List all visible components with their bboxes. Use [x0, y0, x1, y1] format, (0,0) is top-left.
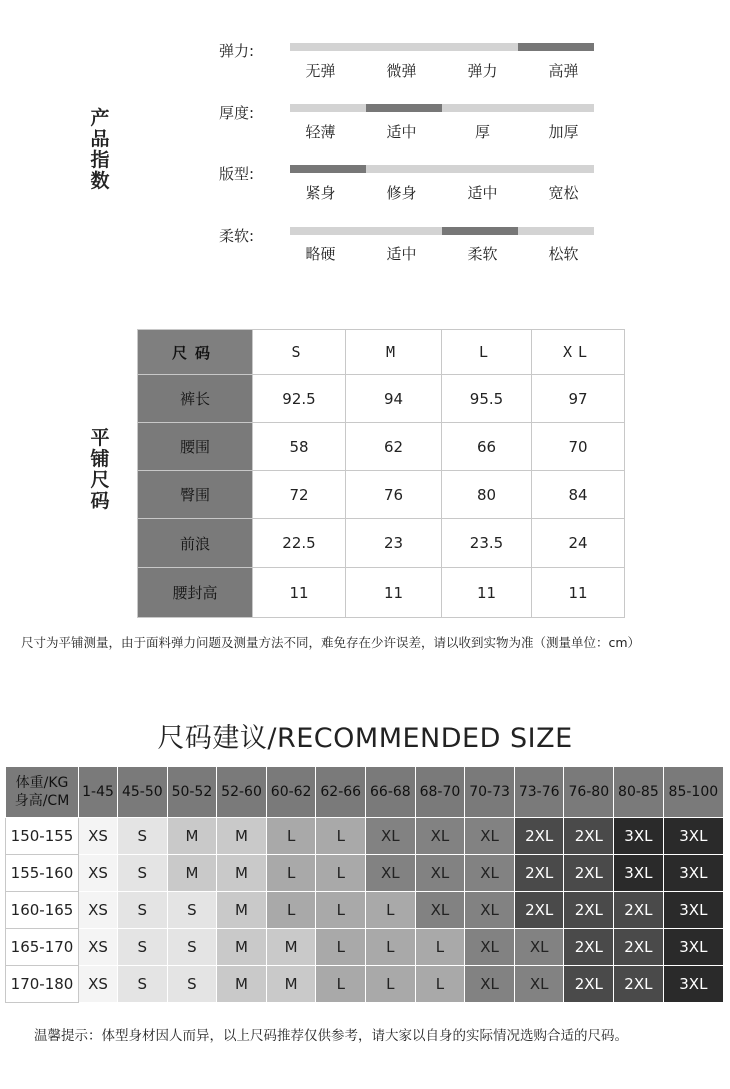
measure-label: 前浪	[138, 519, 253, 568]
size-cell: XL	[465, 892, 515, 929]
size-cell: S	[118, 929, 168, 966]
size-cell: 3XL	[663, 818, 723, 855]
weight-header: 76-80	[564, 767, 614, 818]
measure-value: 23.5	[442, 519, 532, 568]
weight-header: 1-45	[79, 767, 118, 818]
weight-header: 70-73	[465, 767, 515, 818]
recommended-title: 尺码建议/RECOMMENDED SIZE	[157, 723, 573, 754]
height-label: 150-155	[6, 818, 79, 855]
size-cell: M	[167, 818, 217, 855]
size-cell: M	[266, 966, 316, 1003]
size-cell: XL	[514, 966, 564, 1003]
size-cell: L	[415, 966, 465, 1003]
measure-value: 70	[532, 423, 625, 471]
weight-header: 45-50	[118, 767, 168, 818]
index-option: 宽松	[548, 184, 579, 202]
index-option: 轻薄	[305, 123, 336, 141]
measure-value: 11	[532, 568, 625, 618]
size-cell: XL	[465, 855, 515, 892]
measure-value: 66	[442, 423, 532, 471]
index-label-fit: 版型:	[219, 165, 255, 183]
index-option: 松软	[548, 245, 579, 263]
index-fill	[366, 104, 442, 112]
index-fill	[290, 165, 366, 173]
weight-header: 73-76	[514, 767, 564, 818]
measure-value: 72	[253, 471, 346, 519]
size-cell: 2XL	[614, 929, 664, 966]
size-cell: S	[167, 966, 217, 1003]
index-option: 紧身	[305, 184, 336, 202]
index-option: 加厚	[548, 123, 579, 141]
measure-label: 臀围	[138, 471, 253, 519]
size-cell: 2XL	[514, 892, 564, 929]
size-header-cell: XL	[532, 330, 625, 375]
size-cell: XS	[79, 929, 118, 966]
measure-value: 11	[346, 568, 442, 618]
height-label: 160-165	[6, 892, 79, 929]
size-header-label: 尺码	[138, 330, 253, 375]
size-cell: 2XL	[514, 855, 564, 892]
weight-header: 66-68	[366, 767, 416, 818]
weight-header: 60-62	[266, 767, 316, 818]
index-bar-fit	[290, 165, 594, 173]
size-cell: S	[167, 929, 217, 966]
size-cell: L	[316, 892, 366, 929]
size-cell: 3XL	[663, 855, 723, 892]
measure-value: 24	[532, 519, 625, 568]
size-cell: XL	[514, 929, 564, 966]
index-fill	[442, 227, 518, 235]
size-header-cell: S	[253, 330, 346, 375]
size-cell: 2XL	[564, 929, 614, 966]
size-cell: L	[266, 818, 316, 855]
size-cell: XS	[79, 892, 118, 929]
weight-header: 62-66	[316, 767, 366, 818]
size-cell: 3XL	[663, 966, 723, 1003]
size-cell: 2XL	[614, 966, 664, 1003]
index-option: 弹力	[467, 62, 498, 80]
size-cell: L	[366, 892, 416, 929]
size-cell: L	[266, 855, 316, 892]
weight-header: 85-100	[663, 767, 723, 818]
size-cell: 2XL	[614, 892, 664, 929]
size-cell: XS	[79, 855, 118, 892]
size-cell: M	[167, 855, 217, 892]
size-cell: XL	[366, 818, 416, 855]
measurement-note: 尺寸为平铺测量，由于面料弹力问题及测量方法不同，难免存在少许误差，请以收到实物为准（测量单位：cm）	[21, 635, 641, 650]
size-cell: 2XL	[564, 818, 614, 855]
index-bar-elasticity	[290, 43, 594, 51]
index-option: 适中	[467, 184, 498, 202]
size-cell: L	[366, 966, 416, 1003]
size-cell: L	[266, 892, 316, 929]
weight-header: 68-70	[415, 767, 465, 818]
index-label-softness: 柔软:	[219, 227, 255, 245]
size-cell: L	[316, 855, 366, 892]
size-cell: XL	[415, 855, 465, 892]
size-cell: L	[415, 929, 465, 966]
size-cell: XL	[465, 966, 515, 1003]
measure-value: 11	[253, 568, 346, 618]
measure-value: 62	[346, 423, 442, 471]
weight-header: 50-52	[167, 767, 217, 818]
size-cell: 2XL	[564, 966, 614, 1003]
size-cell: M	[217, 855, 267, 892]
size-cell: S	[167, 892, 217, 929]
size-cell: 3XL	[663, 929, 723, 966]
size-cell: 2XL	[564, 855, 614, 892]
index-label-thickness: 厚度:	[219, 104, 255, 122]
size-cell: S	[118, 855, 168, 892]
index-option: 柔软	[467, 245, 498, 263]
size-cell: XL	[465, 929, 515, 966]
size-header-cell: L	[442, 330, 532, 375]
size-cell: M	[217, 966, 267, 1003]
corner-weight: 体重/KG	[15, 775, 69, 791]
size-cell: XS	[79, 966, 118, 1003]
size-cell: XS	[79, 818, 118, 855]
measure-value: 58	[253, 423, 346, 471]
height-label: 155-160	[6, 855, 79, 892]
corner-header	[6, 767, 79, 818]
size-cell: 3XL	[663, 892, 723, 929]
index-option: 适中	[386, 123, 417, 141]
measure-value: 80	[442, 471, 532, 519]
size-cell: S	[118, 818, 168, 855]
weight-header: 80-85	[614, 767, 664, 818]
height-label: 165-170	[6, 929, 79, 966]
measure-value: 95.5	[442, 375, 532, 423]
size-header-cell: M	[346, 330, 442, 375]
size-cell: 3XL	[614, 855, 664, 892]
index-option: 高弹	[548, 62, 579, 80]
measure-label: 腰围	[138, 423, 253, 471]
size-cell: M	[217, 929, 267, 966]
recommendation-note: 温馨提示：体型身材因人而异，以上尺码推荐仅供参考，请大家以自身的实际情况选购合适的尺码。	[34, 1028, 628, 1044]
size-cell: S	[118, 892, 168, 929]
recommended-size-table	[5, 766, 724, 1003]
corner-height: 身高/CM	[14, 793, 70, 809]
index-option: 微弹	[386, 62, 417, 80]
size-cell: 2XL	[564, 892, 614, 929]
index-bar-softness	[290, 227, 594, 235]
size-cell: M	[266, 929, 316, 966]
size-cell: XL	[366, 855, 416, 892]
flat-size-title: 平铺尺码	[90, 427, 110, 512]
size-cell: L	[366, 929, 416, 966]
weight-header: 52-60	[217, 767, 267, 818]
index-option: 修身	[386, 184, 417, 202]
size-cell: XL	[415, 892, 465, 929]
size-cell: L	[316, 929, 366, 966]
size-cell: XL	[465, 818, 515, 855]
measure-value: 92.5	[253, 375, 346, 423]
measure-value: 97	[532, 375, 625, 423]
measure-label: 腰封高	[138, 568, 253, 618]
index-option: 适中	[386, 245, 417, 263]
measure-value: 22.5	[253, 519, 346, 568]
index-fill	[518, 43, 594, 51]
size-cell: M	[217, 818, 267, 855]
index-bar-thickness	[290, 104, 594, 112]
size-cell: S	[118, 966, 168, 1003]
product-index-title: 产品指数	[90, 107, 110, 192]
index-option: 厚	[474, 123, 490, 141]
measure-value: 76	[346, 471, 442, 519]
index-option: 略硬	[305, 245, 336, 263]
size-cell: L	[316, 966, 366, 1003]
size-cell: M	[217, 892, 267, 929]
size-cell: 3XL	[614, 818, 664, 855]
measure-label: 裤长	[138, 375, 253, 423]
index-option: 无弹	[305, 62, 336, 80]
index-label-elasticity: 弹力:	[219, 42, 255, 60]
flat-size-table	[137, 329, 625, 618]
size-cell: L	[316, 818, 366, 855]
height-label: 170-180	[6, 966, 79, 1003]
size-cell: 2XL	[514, 818, 564, 855]
measure-value: 11	[442, 568, 532, 618]
size-cell: XL	[415, 818, 465, 855]
measure-value: 84	[532, 471, 625, 519]
measure-value: 23	[346, 519, 442, 568]
measure-value: 94	[346, 375, 442, 423]
